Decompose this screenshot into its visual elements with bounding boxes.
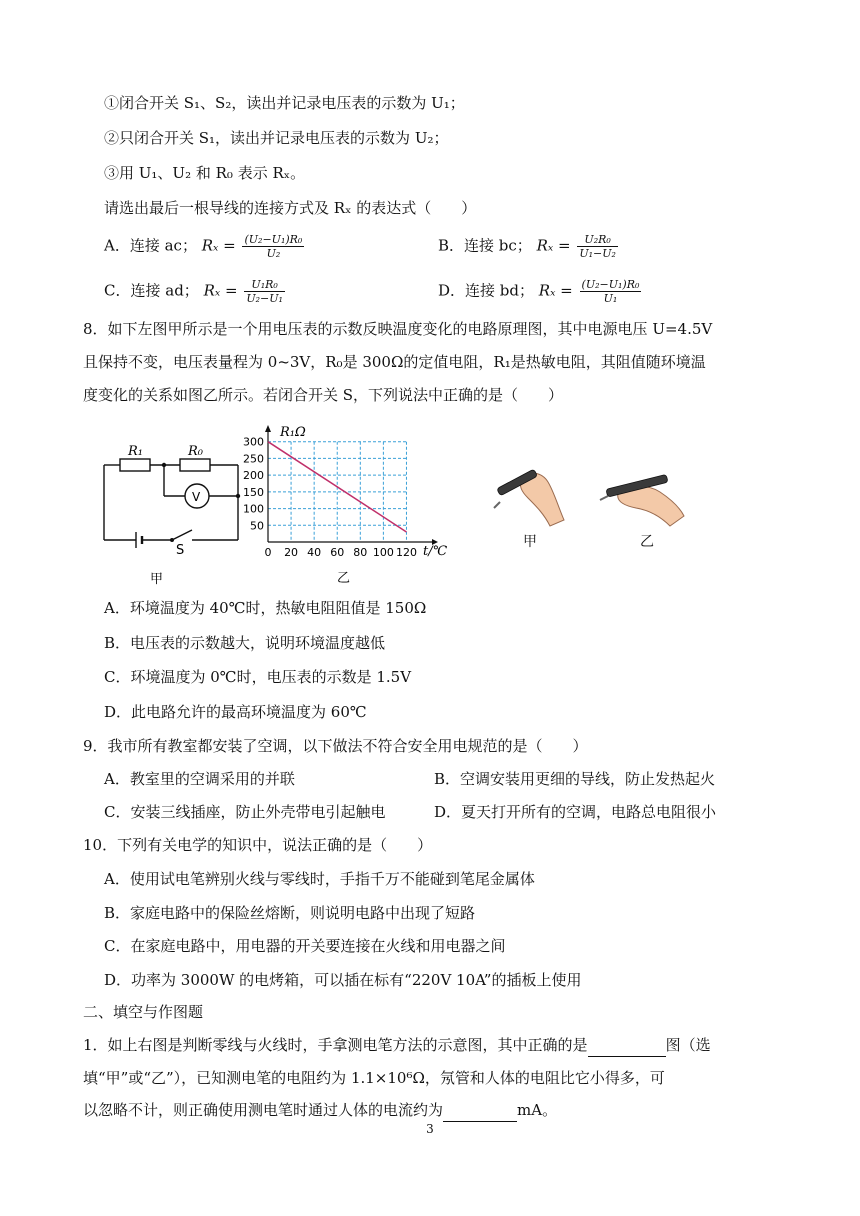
q9-option-d: D．夏天打开所有的空调，电路总电阻很小	[434, 803, 717, 821]
fill-q1-text: 图（选	[665, 1036, 711, 1054]
fraction	[244, 278, 285, 305]
label-s: S	[176, 543, 185, 558]
rx-lhs: Rₓ =	[201, 236, 236, 255]
denominator: U₁	[603, 292, 618, 305]
numerator: U₂R₀	[577, 233, 618, 247]
switch-pivot	[170, 538, 174, 542]
q10-option-d: D．功率为 3000W 的电烤箱，可以插在标有“220V 10A”的插板上使用	[104, 971, 582, 989]
denominator: U₂	[266, 247, 281, 260]
step-3: ③用 U₁、U₂ 和 R₀ 表示 Rₓ。	[104, 164, 306, 182]
step-2: ②只闭合开关 S₁，读出并记录电压表的示数为 U₂；	[104, 129, 449, 147]
hand-right-icon	[600, 474, 684, 526]
label-r0: R₀	[188, 444, 203, 459]
resistor-r0	[180, 459, 210, 471]
q9-stem: 9．我市所有教室都安装了空调，以下做法不符合安全用电规范的是（ ）	[83, 737, 588, 755]
fill-q1-text: 以忽略不计，则正确使用测电笔时通过人体的电流约为	[83, 1101, 444, 1119]
q8-stem-line1: 8．如下左图甲所示是一个用电压表的示数反映温度变化的电路原理图，其中电源电压 U=4.5V	[83, 320, 713, 338]
numerator: (U₂−U₁)R₀	[244, 233, 303, 246]
switch-blade	[172, 530, 192, 540]
fraction	[242, 233, 304, 260]
y-tick-label: 100	[243, 502, 264, 516]
x-tick-label: 120	[395, 546, 417, 559]
q7-option-d	[438, 278, 643, 305]
y-axis-arrow	[265, 425, 271, 432]
q8-option-d: D．此电路允许的最高环境温度为 60℃	[104, 703, 367, 721]
x-tick-label: 20	[284, 546, 299, 559]
q10-stem: 10．下列有关电学的知识中，说法正确的是（ ）	[83, 836, 433, 854]
rx-lhs: Rₓ =	[538, 281, 573, 300]
denominator: U₁−U₂	[579, 247, 616, 260]
q9-option-b: B．空调安装用更细的导线，防止发热起火	[434, 770, 716, 788]
rx-lhs: Rₓ =	[536, 236, 571, 255]
resistance-temperature-graph	[236, 420, 458, 590]
q10-option-a: A．使用试电笔辨别火线与零线时，手指千万不能碰到笔尾金属体	[104, 870, 535, 888]
option-label: B．连接 bc；	[438, 236, 532, 255]
fraction	[580, 278, 642, 305]
fill-q1-text: 1．如上右图是判断零线与火线时，手拿测电笔方法的示意图，其中正确的是	[83, 1036, 588, 1054]
q7-option-c	[104, 278, 287, 305]
x-tick-label: 0	[264, 546, 272, 559]
x-tick-label: 100	[372, 546, 394, 559]
pen-tip-left	[494, 502, 500, 508]
section-heading: 二、填空与作图题	[83, 1003, 204, 1021]
circuit-diagram	[96, 440, 246, 590]
fill-q1-line3	[83, 1099, 557, 1122]
page-number: 3	[426, 1122, 434, 1136]
q9-option-a: A．教室里的空调采用的并联	[104, 770, 295, 788]
fill-q1-text: mA。	[517, 1101, 558, 1119]
junction	[162, 463, 166, 467]
caption-jia: 甲	[150, 572, 164, 587]
resistor-r1	[120, 459, 150, 471]
q8-stem-line2: 且保持不变，电压表量程为 0~3V，R₀是 300Ω的定值电阻，R₁是热敏电阻，其阻值随环境温	[83, 353, 706, 371]
numerator: (U₂−U₁)R₀	[581, 278, 640, 291]
x-tick-label: 60	[330, 546, 345, 559]
q7-option-b	[438, 233, 620, 260]
option-label: D．连接 bd；	[438, 281, 534, 300]
q7-option-a	[104, 233, 306, 260]
caption-yi: 乙	[337, 571, 351, 586]
numerator: U₁R₀	[244, 278, 285, 292]
q8-stem-line3: 度变化的关系如图乙所示。若闭合开关 S，下列说法中正确的是（ ）	[83, 386, 564, 404]
q10-option-b: B．家庭电路中的保险丝熔断，则说明电路中出现了短路	[104, 904, 476, 922]
q7-prompt: 请选出最后一根导线的连接方式及 Rₓ 的表达式（ ）	[104, 199, 477, 217]
y-tick-label: 150	[243, 485, 264, 499]
y-axis-label: R₁Ω	[280, 425, 306, 440]
label-v: V	[192, 490, 201, 504]
fill-q1-line1	[83, 1034, 711, 1057]
rx-lhs: Rₓ =	[203, 281, 238, 300]
denominator: U₂−U₁	[246, 292, 283, 305]
fill-q1-line2: 填“甲”或“乙”），已知测电笔的电阻约为 1.1×10⁶Ω，氖管和人体的电阻比它小得多，可	[83, 1069, 665, 1087]
fraction	[577, 233, 618, 260]
y-tick-label: 300	[243, 435, 264, 449]
label-r1: R₁	[128, 444, 143, 459]
pen-caption-yi: 乙	[640, 534, 654, 550]
y-tick-label: 200	[243, 469, 264, 483]
step-1: ①闭合开关 S₁、S₂，读出并记录电压表的示数为 U₁；	[104, 94, 465, 112]
test-pen-illustrations	[488, 456, 688, 548]
q9-option-c: C．安装三线插座，防止外壳带电引起触电	[104, 803, 386, 821]
hand-left-icon	[494, 469, 564, 526]
q10-option-c: C．在家庭电路中，用电器的开关要连接在火线和用电器之间	[104, 937, 506, 955]
q8-option-b: B．电压表的示数越大，说明环境温度越低	[104, 634, 386, 652]
q8-option-c: C．环境温度为 0℃时，电压表的示数是 1.5V	[104, 668, 412, 686]
option-label: A．连接 ac；	[104, 236, 197, 255]
x-tick-label: 80	[353, 546, 368, 559]
pen-caption-jia: 甲	[523, 534, 537, 550]
x-axis-label: t/℃	[423, 544, 448, 559]
x-tick-label: 40	[307, 546, 322, 559]
answer-blank-2[interactable]	[443, 1099, 517, 1122]
q8-option-a: A．环境温度为 40℃时，热敏电阻阻值是 150Ω	[104, 599, 427, 617]
graph-grid	[268, 442, 406, 542]
pen-tip-right	[600, 496, 608, 500]
option-label: C．连接 ad；	[104, 281, 199, 300]
y-tick-label: 50	[250, 519, 264, 533]
y-tick-label: 250	[243, 452, 264, 466]
graph-ticks	[243, 436, 417, 559]
answer-blank-1[interactable]	[588, 1034, 666, 1057]
